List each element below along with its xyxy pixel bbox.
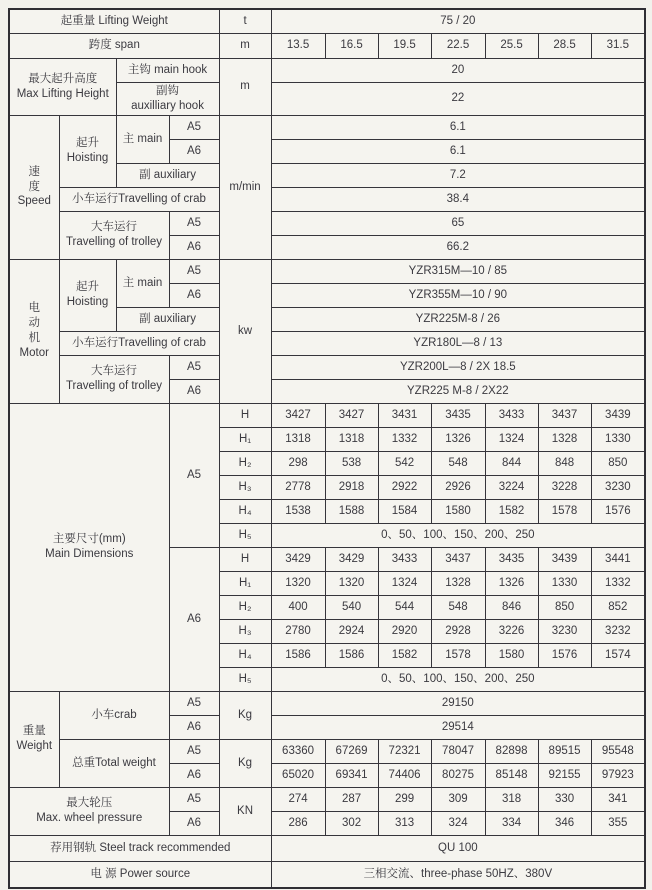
unit-wheel-pressure: KN (219, 787, 271, 835)
value-cell: 844 (485, 451, 538, 475)
value-cell: 318 (485, 787, 538, 811)
dim-label-h: H (219, 547, 271, 571)
class-a5: A5 (169, 691, 219, 715)
value-cell: 2922 (378, 475, 431, 499)
value-cell: 3433 (485, 403, 538, 427)
value-span: 22.5 (431, 33, 485, 58)
class-a5: A5 (169, 355, 219, 379)
label-lifting-weight: 起重量 Lifting Weight (9, 9, 219, 33)
value-cell: 3224 (485, 475, 538, 499)
class-a5: A5 (169, 259, 219, 283)
value-cell: 1582 (378, 643, 431, 667)
value-cell: 3429 (271, 547, 325, 571)
value-cell: 3439 (538, 547, 591, 571)
value-cell: 2928 (431, 619, 485, 643)
value-cell: 2778 (271, 475, 325, 499)
table-row (9, 33, 645, 58)
class-a5: A5 (169, 211, 219, 235)
value-cell: 1326 (431, 427, 485, 451)
value-cell: 548 (431, 451, 485, 475)
value-span: 16.5 (325, 33, 378, 58)
value-cell: 1576 (538, 643, 591, 667)
value-steel-track: QU 100 (271, 835, 645, 861)
value-cell: 1324 (485, 427, 538, 451)
value-cell: 1580 (485, 643, 538, 667)
value-cell: 302 (325, 811, 378, 835)
value-span: 31.5 (591, 33, 645, 58)
value-cell: 1574 (591, 643, 645, 667)
value-cell: 2924 (325, 619, 378, 643)
class-a6: A6 (169, 763, 219, 787)
table-row (9, 187, 645, 211)
label-span: 跨度 span (9, 33, 219, 58)
value-lifting-weight: 75 / 20 (271, 9, 645, 33)
label-trolley-travel: 大车运行 Travelling of trolley (59, 211, 169, 259)
value-cell: 92155 (538, 763, 591, 787)
value-cell: 1318 (271, 427, 325, 451)
dim-label-h5: H₅ (219, 667, 271, 691)
value-cell: 82898 (485, 739, 538, 763)
value-cell: 1330 (591, 427, 645, 451)
value-cell: 3429 (325, 547, 378, 571)
value-motor-auxiliary: YZR225M-8 / 26 (271, 307, 645, 331)
label-hoisting: 起升 Hoisting (59, 259, 116, 331)
value-crab-weight-a5: 29150 (271, 691, 645, 715)
class-a5: A5 (169, 115, 219, 139)
dim-label-h1: H₁ (219, 571, 271, 595)
value-cell: 3427 (271, 403, 325, 427)
value-cell: 1576 (591, 499, 645, 523)
value-cell: 1580 (431, 499, 485, 523)
value-cell: 334 (485, 811, 538, 835)
class-a6: A6 (169, 547, 219, 691)
dim-label-h2: H₂ (219, 595, 271, 619)
class-a6: A6 (169, 379, 219, 403)
value-cell: 3230 (538, 619, 591, 643)
label-crab-travel: 小车运行Travelling of crab (59, 331, 219, 355)
label-max-wheel-pressure: 最大轮压 Max. wheel pressure (9, 787, 169, 835)
value-cell: 1586 (325, 643, 378, 667)
value-cell: 850 (538, 595, 591, 619)
label-power-source: 电 源 Power source (9, 861, 271, 888)
value-cell: 542 (378, 451, 431, 475)
table-row (9, 691, 645, 715)
class-a6: A6 (169, 235, 219, 259)
value-cell: 1578 (538, 499, 591, 523)
dim-label-h4: H₄ (219, 499, 271, 523)
value-motor-trolley-a5: YZR200L—8 / 2X 18.5 (271, 355, 645, 379)
value-cell: 1582 (485, 499, 538, 523)
value-cell: 1320 (325, 571, 378, 595)
table-row (9, 861, 645, 888)
value-power-source: 三相交流、three-phase 50HZ、380V (271, 861, 645, 888)
value-cell: 1332 (591, 571, 645, 595)
value-cell: 1328 (538, 427, 591, 451)
label-total-weight: 总重Total weight (59, 739, 169, 787)
value-cell: 2926 (431, 475, 485, 499)
table-row (9, 739, 645, 763)
value-motor-trolley-a6: YZR225 M-8 / 2X22 (271, 379, 645, 403)
label-motor-group: 电 动 机 Motor (9, 259, 59, 403)
value-cell: 299 (378, 787, 431, 811)
value-cell: 540 (325, 595, 378, 619)
value-cell: 67269 (325, 739, 378, 763)
label-crab-travel: 小车运行Travelling of crab (59, 187, 219, 211)
table-row (9, 835, 645, 861)
value-cell: 2780 (271, 619, 325, 643)
value-cell: 80275 (431, 763, 485, 787)
value-speed-auxiliary: 7.2 (271, 163, 645, 187)
value-cell: 3439 (591, 403, 645, 427)
dim-label-h: H (219, 403, 271, 427)
value-cell: 848 (538, 451, 591, 475)
dim-label-h3: H₃ (219, 619, 271, 643)
spec-sheet (8, 8, 646, 889)
label-steel-track: 荐用钢轨 Steel track recommended (9, 835, 271, 861)
dim-label-h5: H₅ (219, 523, 271, 547)
value-cell: 850 (591, 451, 645, 475)
value-auxiliary-hook-height: 22 (271, 82, 645, 115)
value-cell: 95548 (591, 739, 645, 763)
class-a6: A6 (169, 139, 219, 163)
value-span: 25.5 (485, 33, 538, 58)
value-cell: 324 (431, 811, 485, 835)
value-cell: 1330 (538, 571, 591, 595)
value-cell: 3232 (591, 619, 645, 643)
value-cell: 346 (538, 811, 591, 835)
value-span: 19.5 (378, 33, 431, 58)
value-h5-options: 0、50、100、150、200、250 (271, 667, 645, 691)
value-cell: 1326 (485, 571, 538, 595)
label-main-dimensions: 主要尺寸(mm) Main Dimensions (9, 403, 169, 691)
unit-lifting-weight: t (219, 9, 271, 33)
class-a6: A6 (169, 811, 219, 835)
value-h5-options: 0、50、100、150、200、250 (271, 523, 645, 547)
table-row (9, 259, 645, 283)
table-row (9, 331, 645, 355)
value-span: 28.5 (538, 33, 591, 58)
value-cell: 3435 (431, 403, 485, 427)
value-cell: 78047 (431, 739, 485, 763)
crane-spec-table (8, 8, 646, 889)
value-cell: 313 (378, 811, 431, 835)
value-motor-main-a5: YZR315M—10 / 85 (271, 259, 645, 283)
value-cell: 72321 (378, 739, 431, 763)
value-cell: 3437 (431, 547, 485, 571)
dim-label-h4: H₄ (219, 643, 271, 667)
label-max-lifting-height: 最大起升高度 Max Lifting Height (9, 58, 116, 115)
value-cell: 1332 (378, 427, 431, 451)
value-cell: 1324 (378, 571, 431, 595)
unit-motor: kw (219, 259, 271, 403)
value-cell: 3427 (325, 403, 378, 427)
value-cell: 3433 (378, 547, 431, 571)
value-speed-main-a6: 6.1 (271, 139, 645, 163)
value-speed-main-a5: 6.1 (271, 115, 645, 139)
label-auxiliary: 副 auxiliary (116, 307, 219, 331)
value-cell: 544 (378, 595, 431, 619)
value-cell: 2920 (378, 619, 431, 643)
value-cell: 3228 (538, 475, 591, 499)
value-cell: 330 (538, 787, 591, 811)
value-speed-crab: 38.4 (271, 187, 645, 211)
label-main-hook: 主钩 main hook (116, 58, 219, 82)
value-cell: 355 (591, 811, 645, 835)
value-cell: 3230 (591, 475, 645, 499)
class-a6: A6 (169, 283, 219, 307)
unit-span: m (219, 33, 271, 58)
value-motor-crab: YZR180L—8 / 13 (271, 331, 645, 355)
value-cell: 309 (431, 787, 485, 811)
value-cell: 2918 (325, 475, 378, 499)
class-a5: A5 (169, 787, 219, 811)
class-a5: A5 (169, 403, 219, 547)
unit-crab-weight: Kg (219, 691, 271, 739)
value-cell: 3431 (378, 403, 431, 427)
value-cell: 63360 (271, 739, 325, 763)
value-motor-main-a6: YZR355M—10 / 90 (271, 283, 645, 307)
value-crab-weight-a6: 29514 (271, 715, 645, 739)
value-cell: 1320 (271, 571, 325, 595)
label-auxiliary: 副 auxiliary (116, 163, 219, 187)
value-cell: 1586 (271, 643, 325, 667)
value-cell: 89515 (538, 739, 591, 763)
value-cell: 341 (591, 787, 645, 811)
label-hoisting: 起升 Hoisting (59, 115, 116, 187)
value-main-hook-height: 20 (271, 58, 645, 82)
table-row (9, 787, 645, 811)
class-a5: A5 (169, 739, 219, 763)
value-cell: 3226 (485, 619, 538, 643)
value-cell: 1578 (431, 643, 485, 667)
value-cell: 97923 (591, 763, 645, 787)
value-cell: 286 (271, 811, 325, 835)
value-cell: 274 (271, 787, 325, 811)
table-row (9, 58, 645, 82)
dim-label-h1: H₁ (219, 427, 271, 451)
table-row (9, 9, 645, 33)
label-main: 主 main (116, 115, 169, 163)
value-cell: 1318 (325, 427, 378, 451)
value-cell: 1584 (378, 499, 431, 523)
label-speed-group: 速 度 Speed (9, 115, 59, 259)
class-a6: A6 (169, 715, 219, 739)
label-crab-weight: 小车crab (59, 691, 169, 739)
value-cell: 1588 (325, 499, 378, 523)
value-cell: 548 (431, 595, 485, 619)
value-cell: 3441 (591, 547, 645, 571)
label-auxiliary-hook: 副钩 auxilliary hook (116, 82, 219, 115)
value-cell: 1538 (271, 499, 325, 523)
value-cell: 69341 (325, 763, 378, 787)
value-cell: 3435 (485, 547, 538, 571)
table-row (9, 211, 645, 235)
value-cell: 538 (325, 451, 378, 475)
unit-lifting-height: m (219, 58, 271, 115)
table-row (9, 115, 645, 139)
dim-label-h2: H₂ (219, 451, 271, 475)
label-weight-group: 重量 Weight (9, 691, 59, 787)
label-trolley-travel: 大车运行 Travelling of trolley (59, 355, 169, 403)
value-cell: 85148 (485, 763, 538, 787)
unit-speed: m/min (219, 115, 271, 259)
dim-label-h3: H₃ (219, 475, 271, 499)
value-cell: 298 (271, 451, 325, 475)
value-cell: 287 (325, 787, 378, 811)
value-cell: 1328 (431, 571, 485, 595)
value-cell: 852 (591, 595, 645, 619)
value-speed-trolley-a6: 66.2 (271, 235, 645, 259)
label-main: 主 main (116, 259, 169, 307)
table-row (9, 403, 645, 427)
value-cell: 65020 (271, 763, 325, 787)
spec-table-body (9, 9, 645, 888)
value-cell: 3437 (538, 403, 591, 427)
value-cell: 400 (271, 595, 325, 619)
table-row (9, 355, 645, 379)
unit-total-weight: Kg (219, 739, 271, 787)
value-cell: 74406 (378, 763, 431, 787)
value-cell: 846 (485, 595, 538, 619)
value-span: 13.5 (271, 33, 325, 58)
value-speed-trolley-a5: 65 (271, 211, 645, 235)
